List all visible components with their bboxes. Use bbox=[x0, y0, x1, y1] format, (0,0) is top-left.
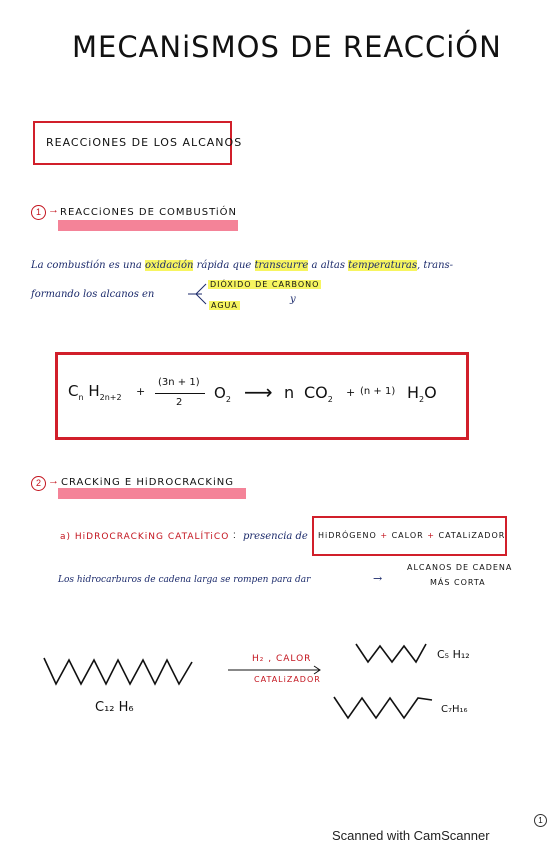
section-box bbox=[33, 121, 243, 165]
eq-arrow: ⟶ bbox=[244, 380, 273, 404]
catalyst-contents bbox=[318, 531, 505, 540]
reactant-zigzag bbox=[44, 656, 194, 688]
eq-o: O bbox=[214, 384, 226, 402]
product-water: AGUA bbox=[211, 301, 238, 310]
presence-text: presencia de bbox=[243, 531, 308, 542]
box-hydrogen: HiDRÓGENO bbox=[318, 531, 377, 540]
eq-plus2: + bbox=[346, 386, 356, 399]
and-text: y bbox=[290, 294, 296, 305]
eq-plus1: + bbox=[136, 385, 146, 398]
line1-d: , trans- bbox=[416, 260, 454, 271]
line1-highlight-oxidacion: oxidación bbox=[144, 260, 194, 271]
eq-n: n bbox=[284, 383, 295, 402]
equation bbox=[68, 382, 122, 402]
section2-arrow: → bbox=[48, 475, 59, 487]
page-title: MECANiSMOS DE REACCiÓN bbox=[72, 30, 502, 64]
product1-formula: C₅ H₁₂ bbox=[437, 648, 470, 661]
subsection-a-label: a) HiDROCRACKiNG CATALÍTiCO bbox=[60, 532, 230, 542]
eq-c: C bbox=[68, 382, 79, 400]
product-co2: DIÓXIDO DE CARBONO bbox=[210, 280, 320, 289]
line1-highlight-temperaturas: temperaturas bbox=[348, 260, 417, 271]
section2-heading: CRACKiNG E HiDROCRACKiNG bbox=[61, 477, 234, 488]
eq-h-sub: 2n+2 bbox=[99, 393, 122, 402]
condition-bottom: CATALiZADOR bbox=[254, 675, 321, 684]
eq-h2o-h: H bbox=[407, 383, 420, 402]
line1-b: rápida que bbox=[196, 260, 252, 271]
section1-highlight bbox=[58, 220, 238, 231]
product2-formula: C₇H₁₆ bbox=[441, 704, 468, 715]
eq-h: H bbox=[88, 382, 100, 400]
section2-highlight bbox=[58, 488, 246, 499]
subsection-colon: : bbox=[233, 530, 236, 541]
section1-heading: REACCiONES DE COMBUSTiÓN bbox=[60, 207, 238, 218]
eq-o2 bbox=[214, 384, 231, 404]
line1-a: La combustión es una bbox=[31, 260, 142, 271]
eq-c-sub: n bbox=[78, 393, 84, 402]
hydrocarbons-arrow: → bbox=[373, 572, 383, 585]
combustion-line1 bbox=[31, 260, 453, 271]
reaction-arrow bbox=[228, 665, 324, 675]
branch-arrow bbox=[188, 282, 208, 306]
box-catalyst: CATALiZADOR bbox=[438, 531, 506, 540]
eq-coef: (n + 1) bbox=[360, 386, 396, 397]
eq-o-sub: 2 bbox=[225, 395, 231, 404]
result-line1: ALCANOS DE CADENA bbox=[407, 563, 513, 572]
eq-frac-line bbox=[155, 393, 205, 394]
eq-h2o bbox=[407, 383, 437, 404]
section-box-label: REACCiONES DE LOS ALCANOS bbox=[46, 136, 243, 149]
box-plus2: + bbox=[427, 531, 435, 540]
section2-number: 2 bbox=[31, 476, 46, 491]
eq-co: CO bbox=[304, 383, 328, 402]
eq-frac-den: 2 bbox=[176, 397, 183, 408]
combustion-line2: formando los alcanos en bbox=[31, 289, 155, 300]
camscanner-footer: Scanned with CamScanner bbox=[332, 828, 490, 843]
page-number: 1 bbox=[534, 814, 547, 827]
condition-top: H₂ , CALOR bbox=[252, 654, 312, 664]
section1-arrow: → bbox=[48, 204, 59, 216]
box-heat: CALOR bbox=[391, 531, 424, 540]
line1-c: a altas bbox=[311, 260, 345, 271]
eq-h2o-o: O bbox=[424, 383, 437, 402]
eq-co2 bbox=[304, 383, 333, 404]
hydrocarbons-line: Los hidrocarburos de cadena larga se rompen para dar bbox=[58, 575, 311, 585]
section1-number: 1 bbox=[31, 205, 46, 220]
eq-co-sub: 2 bbox=[327, 395, 333, 405]
reactant-formula: C₁₂ H₆ bbox=[95, 700, 134, 715]
line1-highlight-transcurre: transcurre bbox=[254, 260, 309, 271]
product2-zigzag bbox=[334, 694, 434, 722]
product1-zigzag bbox=[356, 642, 428, 666]
box-plus1: + bbox=[380, 531, 389, 540]
eq-frac-num: (3n + 1) bbox=[158, 377, 200, 388]
eq-h2o-sub: 2 bbox=[419, 395, 425, 405]
result-line2: MÁS CORTA bbox=[430, 578, 486, 587]
